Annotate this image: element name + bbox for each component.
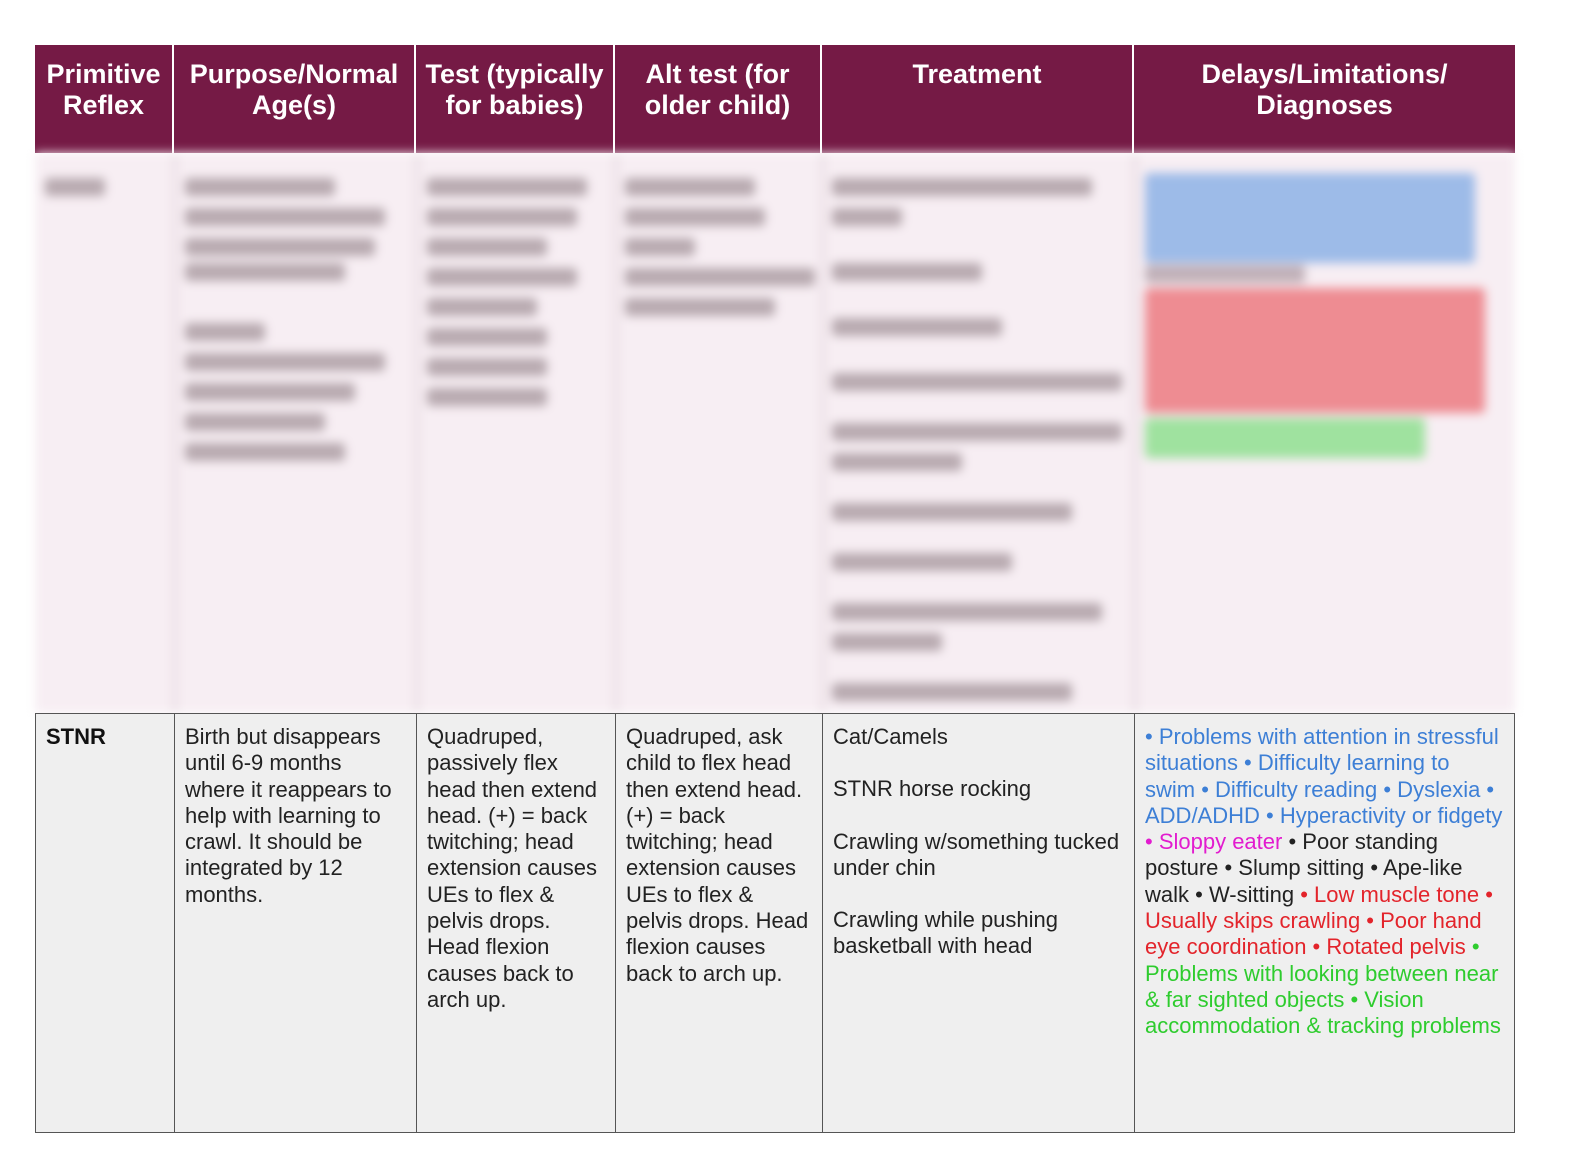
- cell-delays: [1135, 714, 1514, 1132]
- delays-vision-text: • Problems with looking between near & far sighted objects • Vision accommodation & tracking problems: [1145, 934, 1501, 1039]
- treatment-item: STNR horse rocking: [833, 776, 1032, 802]
- header-primitive-reflex: Primitive Reflex: [35, 45, 174, 153]
- treatment-item: Cat/Camels: [833, 724, 948, 749]
- header-delays: Delays/Limitations/ Diagnoses: [1201, 59, 1448, 120]
- cell-alt-test: Quadruped, ask child to flex head then extend head. (+) = back twitching; head extension causes UEs to flex & pelvis drops. Head flexion causes back to arch up.: [616, 714, 823, 1132]
- delays-motor-text: • Low muscle tone • Usually skips crawling • Poor hand eye coordination • Rotated pelvis: [1145, 881, 1493, 960]
- delays-eating-text: • Sloppy eater: [1145, 829, 1283, 855]
- cell-treatment: [823, 714, 1135, 1132]
- table-header-row: [35, 45, 1515, 153]
- header-test: Test (typically for babies): [416, 45, 615, 153]
- treatment-item: Crawling w/something tucked under chin: [833, 828, 1120, 880]
- blurred-row: [35, 153, 1515, 713]
- delays-posture-text: • Poor standing posture • Slump sitting • Ape-like walk • W-sitting: [1145, 829, 1463, 907]
- delays-attention-text: • Problems with attention in stressful situations • Difficulty learning to swim • Difficulty reading • Dyslexia • ADD/ADHD • Hyperactivity or fidgety: [1145, 724, 1503, 828]
- cell-purpose: Birth but disappears until 6-9 months where it reappears to help with learning to crawl. It should be integrated by 12 months.: [175, 714, 417, 1132]
- header-purpose: Purpose/Normal Age(s): [174, 45, 416, 153]
- header-alt-test: Alt test (for older child): [615, 45, 822, 153]
- table-row-stnr: [35, 713, 1515, 1133]
- cell-reflex: STNR: [36, 714, 175, 1132]
- cell-test: Quadruped, passively flex head then extend head. (+) = back twitching; head extension causes UEs to flex & pelvis drops. Head flexion causes back to arch up.: [417, 714, 616, 1132]
- treatment-item: Crawling while pushing basketball with head: [833, 907, 1059, 959]
- header-treatment: Treatment: [822, 45, 1134, 153]
